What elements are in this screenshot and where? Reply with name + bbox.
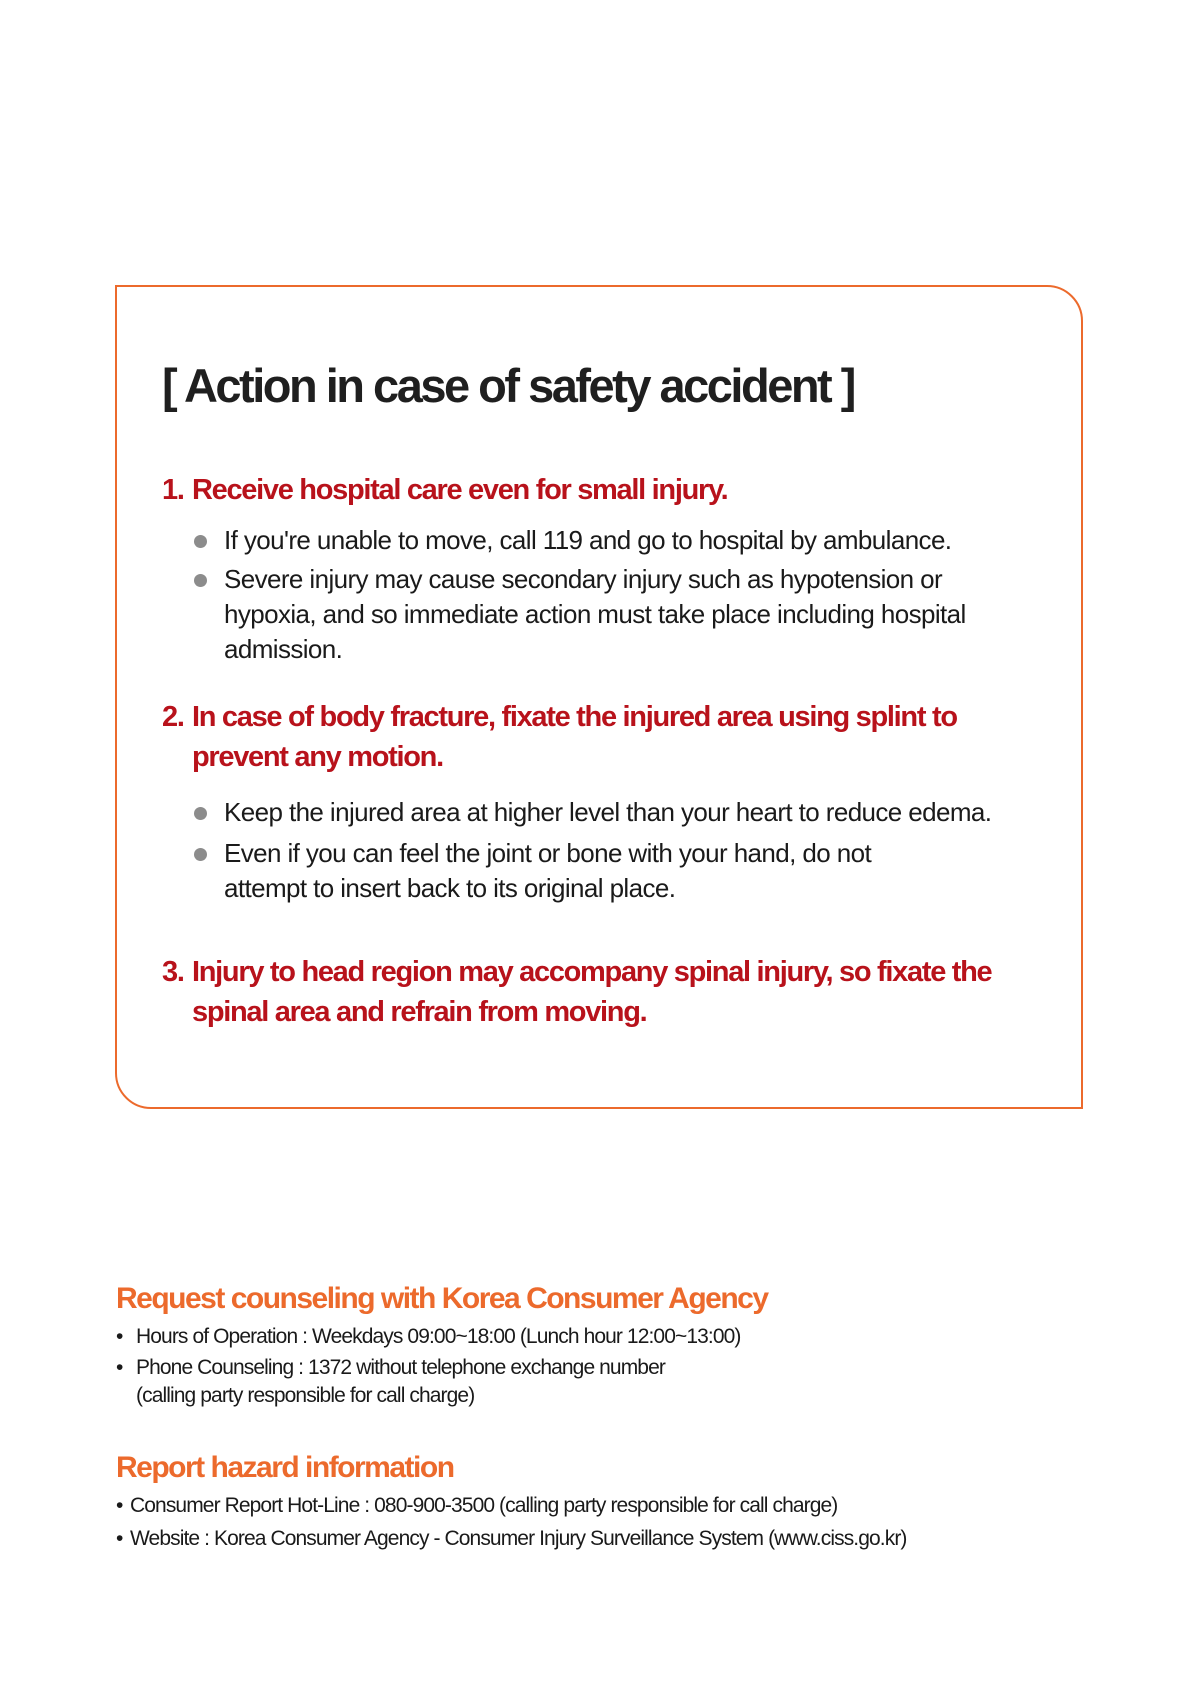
hazard-title: Report hazard information bbox=[116, 1451, 454, 1484]
section-3-number: 3. bbox=[162, 956, 184, 988]
hazard-item-line: Website : Korea Consumer Agency - Consumer Injury Surveillance System (www.ciss.go.kr) bbox=[130, 1527, 907, 1550]
bullet-line: Severe injury may cause secondary injury such as hypotension or bbox=[224, 564, 943, 594]
section-2-heading bbox=[162, 697, 957, 777]
bullet-dot-icon bbox=[194, 807, 207, 820]
bullet-dot-icon bbox=[194, 535, 207, 548]
counseling-item-line: (calling party responsible for call charge) bbox=[136, 1384, 475, 1407]
counseling-list bbox=[116, 1323, 741, 1413]
section-1-heading-line-1: Receive hospital care even for small injury. bbox=[192, 474, 728, 506]
section-1-bullet-1 bbox=[194, 523, 966, 558]
section-2-heading-line-2: prevent any motion. bbox=[192, 741, 443, 773]
bullet-line: hypoxia, and so immediate action must take place including hospital bbox=[224, 599, 966, 629]
hazard-item-line: Consumer Report Hot-Line : 080-900-3500 (calling party responsible for call charge) bbox=[130, 1494, 838, 1517]
bullet-icon: • bbox=[116, 1494, 123, 1517]
card-title: [ Action in case of safety accident ] bbox=[162, 359, 854, 412]
hazard-list bbox=[116, 1492, 907, 1558]
section-1-bullets bbox=[194, 523, 966, 667]
counseling-item-line: Hours of Operation : Weekdays 09:00~18:00 (Lunch hour 12:00~13:00) bbox=[136, 1325, 741, 1348]
bullet-line: Keep the injured area at higher level than your heart to reduce edema. bbox=[224, 797, 992, 827]
section-2-number: 2. bbox=[162, 701, 184, 733]
counseling-item-line: Phone Counseling : 1372 without telephone exchange number bbox=[136, 1356, 665, 1379]
section-3-heading-line-2: spinal area and refrain from moving. bbox=[192, 996, 647, 1028]
section-3-heading bbox=[162, 952, 991, 1032]
section-2-heading-line-1: In case of body fracture, fixate the injured area using splint to bbox=[192, 701, 957, 733]
counseling-title: Request counseling with Korea Consumer Agency bbox=[116, 1282, 768, 1315]
bullet-line: attempt to insert back to its original place. bbox=[224, 873, 676, 903]
bullet-dot-icon bbox=[194, 848, 207, 861]
bullet-line: admission. bbox=[224, 634, 343, 664]
section-1-number: 1. bbox=[162, 474, 184, 506]
bullet-dot-icon bbox=[194, 574, 207, 587]
bullet-icon: • bbox=[116, 1325, 123, 1348]
section-2-bullet-2 bbox=[194, 836, 991, 906]
counseling-item-phone bbox=[116, 1354, 741, 1410]
bullet-icon: • bbox=[116, 1527, 123, 1550]
section-1-heading bbox=[162, 470, 727, 510]
bullet-icon: • bbox=[116, 1356, 123, 1379]
bullet-line: If you're unable to move, call 119 and go to hospital by ambulance. bbox=[224, 525, 952, 555]
section-2-bullet-1 bbox=[194, 795, 991, 830]
section-3-heading-line-1: Injury to head region may accompany spinal injury, so fixate the bbox=[192, 956, 992, 988]
section-2-bullets bbox=[194, 795, 991, 906]
counseling-item-hours bbox=[116, 1323, 741, 1351]
hazard-item-website bbox=[116, 1525, 907, 1553]
bullet-line: Even if you can feel the joint or bone with your hand, do not bbox=[224, 838, 872, 868]
section-1-bullet-2 bbox=[194, 562, 966, 667]
hazard-item-hotline bbox=[116, 1492, 907, 1520]
